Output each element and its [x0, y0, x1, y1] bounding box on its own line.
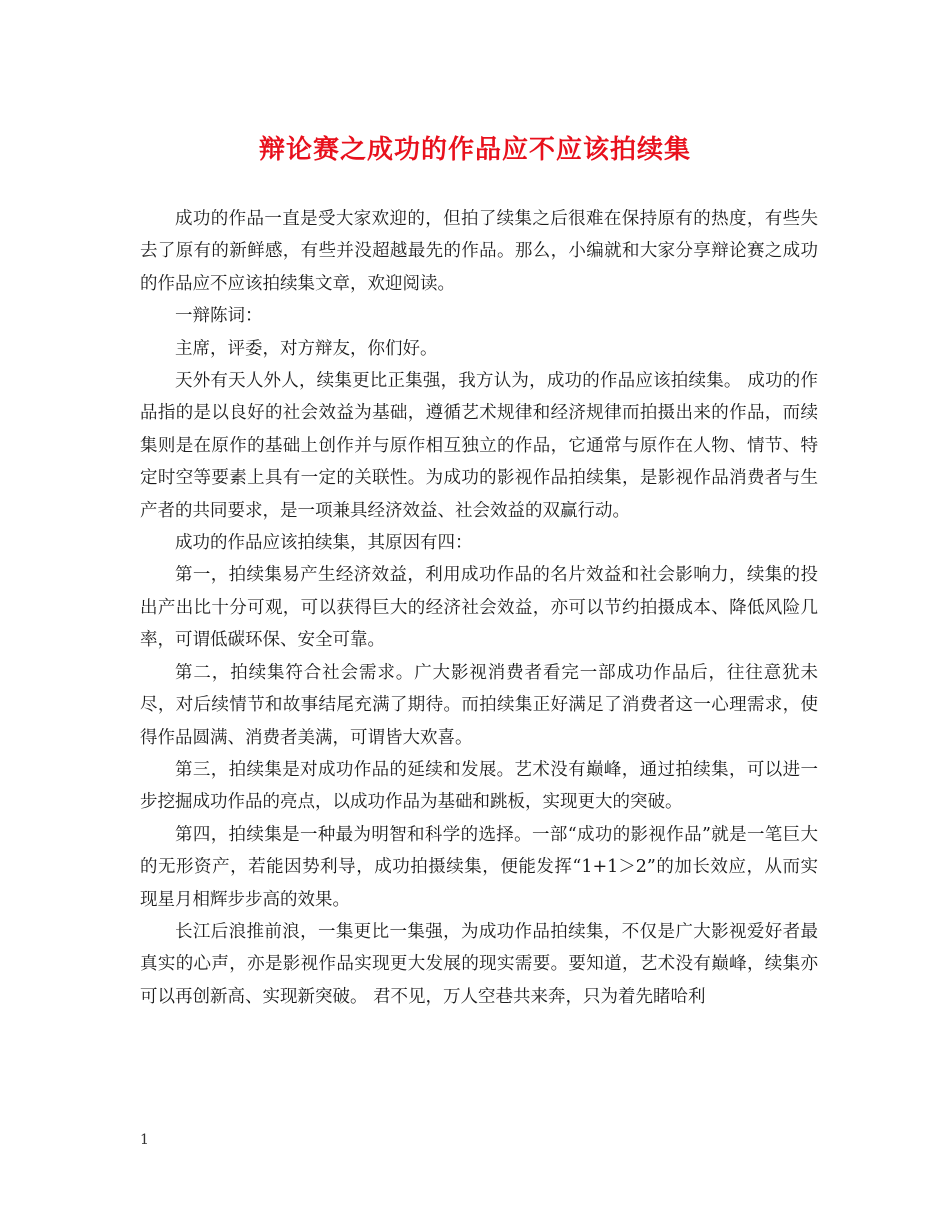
- paragraph-reasons-intro: 成功的作品应该拍续集，其原因有四：: [175, 533, 473, 554]
- page-number: 1: [140, 1132, 149, 1148]
- document-body: [140, 203, 818, 1013]
- paragraph-first-speaker-heading: 一辩陈词：: [175, 306, 263, 327]
- paragraph-intro: 成功的作品一直是受大家欢迎的，但拍了续集之后很难在保持原有的热度，有些失去了原有的新鲜感，有些并没超越最先的作品。那么，小编就和大家分享辩论赛之成功的作品应不应该拍续集文章，欢迎阅读。: [140, 209, 818, 294]
- document-title: 辩论赛之成功的作品应不应该拍续集: [258, 135, 691, 165]
- paragraph-position: 天外有天人外人，续集更比正集强，我方认为，成功的作品应该拍续集。 成功的作品指的是以良好的社会效益为基础，遵循艺术规律和经济规律而拍摄出来的作品，而续集则是在原作的基础上创作并与原作相互独立的作品，它通常与原作在人物、情节、特定时空等要素上具有一定的关联性。为成功的影视作品拍续集，是影视作品消费者与生产者的共同要求，是一项兼具经济效益、社会效益的双赢行动。: [140, 371, 818, 521]
- paragraph-reason-3: 第三，拍续集是对成功作品的延续和发展。艺术没有巅峰，通过拍续集，可以进一步挖掘成功作品的亮点，以成功作品为基础和跳板，实现更大的突破。: [140, 759, 818, 813]
- paragraph-conclusion: 长江后浪推前浪，一集更比一集强，为成功作品拍续集，不仅是广大影视爱好者最真实的心声，亦是影视作品实现更大发展的现实需要。要知道，艺术没有巅峰，续集亦可以再创新高、实现新突破。 君不见，万人空巷共来奔，只为着先睹哈利: [140, 921, 818, 1007]
- paragraph-greeting: 主席，评委，对方辩友，你们好。: [175, 338, 438, 359]
- paragraph-reason-1: 第一，拍续集易产生经济效益，利用成功作品的名片效益和社会影响力，续集的投出产出比十分可观，可以获得巨大的经济社会效益，亦可以节约拍摄成本、降低风险几率，可谓低碳环保、安全可靠。: [140, 565, 818, 651]
- paragraph-reason-2: 第二，拍续集符合社会需求。广大影视消费者看完一部成功作品后，往往意犹未尽，对后续情节和故事结尾充满了期待。而拍续集正好满足了消费者这一心理需求，使得作品圆满、消费者美满，可谓皆大欢喜。: [140, 662, 818, 748]
- paragraph-reason-4: 第四，拍续集是一种最为明智和科学的选择。一部“成功的影视作品”就是一笔巨大的无形资产，若能因势利导，成功拍摄续集，便能发挥“1+1＞2”的加长效应，从而实现星月相辉步步高的效果。: [140, 824, 818, 910]
